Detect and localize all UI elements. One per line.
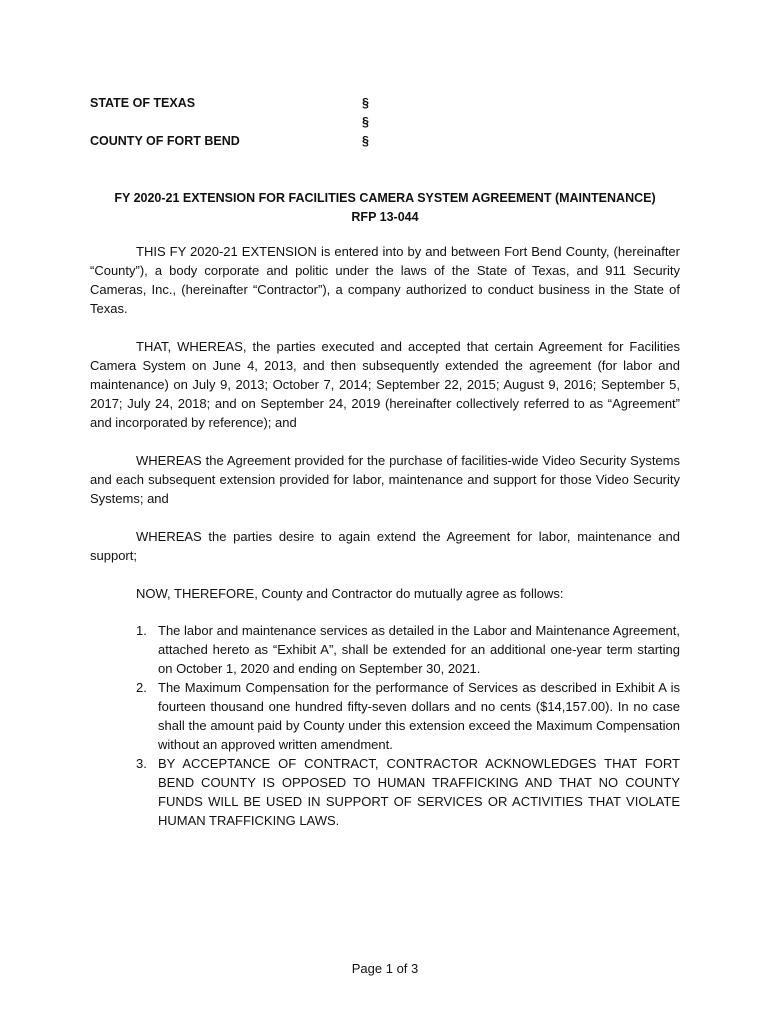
- list-item-text: The labor and maintenance services as detailed in the Labor and Maintenance Agreement, attached hereto as “Exhibit A”, shall be extended for an additional one-year term starting on October 1, 2020 and ending on September 30, 2021.: [158, 623, 680, 676]
- list-item-text: The Maximum Compensation for the performance of Services as described in Exhibit A is fourteen thousand one hundred fifty-seven dollars and no cents ($14,157.00). In no case shall the amount paid by County under this extension exceed the Maximum Compensation without an approved written amendment.: [158, 680, 680, 752]
- list-item-text: BY ACCEPTANCE OF CONTRACT, CONTRACTOR ACKNOWLEDGES THAT FORT BEND COUNTY IS OPPOSED TO HUMAN TRAFFICKING AND THAT NO COUNTY FUNDS WILL BE USED IN SUPPORT OF SERVICES OR ACTIVITIES THAT VIOLATE HUMAN TRAFFICKING LAWS.: [158, 756, 680, 828]
- section-symbols: [362, 94, 369, 151]
- terms-list: [90, 621, 680, 830]
- page-number: Page 1 of 3: [351, 961, 419, 976]
- list-item: [90, 678, 680, 754]
- list-item-number: 2.: [136, 680, 147, 695]
- document-subtitle-rfp: RFP 13-044: [351, 210, 419, 224]
- caption-state: STATE OF TEXAS: [90, 96, 196, 110]
- paragraph-whereas-extend: WHEREAS the parties desire to again extend the Agreement for labor, maintenance and support;: [90, 529, 680, 563]
- list-item: [90, 621, 680, 678]
- list-item-number: 3.: [136, 756, 147, 771]
- caption-county: COUNTY OF FORT BEND: [90, 134, 240, 148]
- paragraph-whereas-executed: THAT, WHEREAS, the parties executed and accepted that certain Agreement for Facilities Camera System on June 4, 2013, and then subsequently extended the agreement (for labor and maintenance) on July 9, 2013; October 7, 2014; September 22, 2015; August 9, 2016; September 5, 2017; July 24, 2018; and on September 24, 2019 (hereinafter collectively referred to as “Agreement” and incorporated by reference); and: [90, 339, 680, 430]
- paragraph-parties: THIS FY 2020-21 EXTENSION is entered into by and between Fort Bend County, (hereinafter “County”), a body corporate and politic under the laws of the State of Texas, and 911 Security Cameras, Inc., (hereinafter “Contractor”), a company authorized to conduct business in the State of Texas.: [90, 244, 680, 316]
- section-symbol: §: [362, 115, 369, 129]
- section-symbol: §: [362, 96, 369, 110]
- list-item: [90, 754, 680, 830]
- document-title: FY 2020-21 EXTENSION FOR FACILITIES CAMERA SYSTEM AGREEMENT (MAINTENANCE): [114, 191, 656, 205]
- section-symbol: §: [362, 134, 369, 148]
- paragraph-now-therefore: NOW, THEREFORE, County and Contractor do mutually agree as follows:: [136, 586, 564, 601]
- list-item-number: 1.: [136, 623, 147, 638]
- paragraph-whereas-purchase: WHEREAS the Agreement provided for the purchase of facilities-wide Video Security Systems and each subsequent extension provided for labor, maintenance and support for those Video Security Systems; and: [90, 453, 680, 506]
